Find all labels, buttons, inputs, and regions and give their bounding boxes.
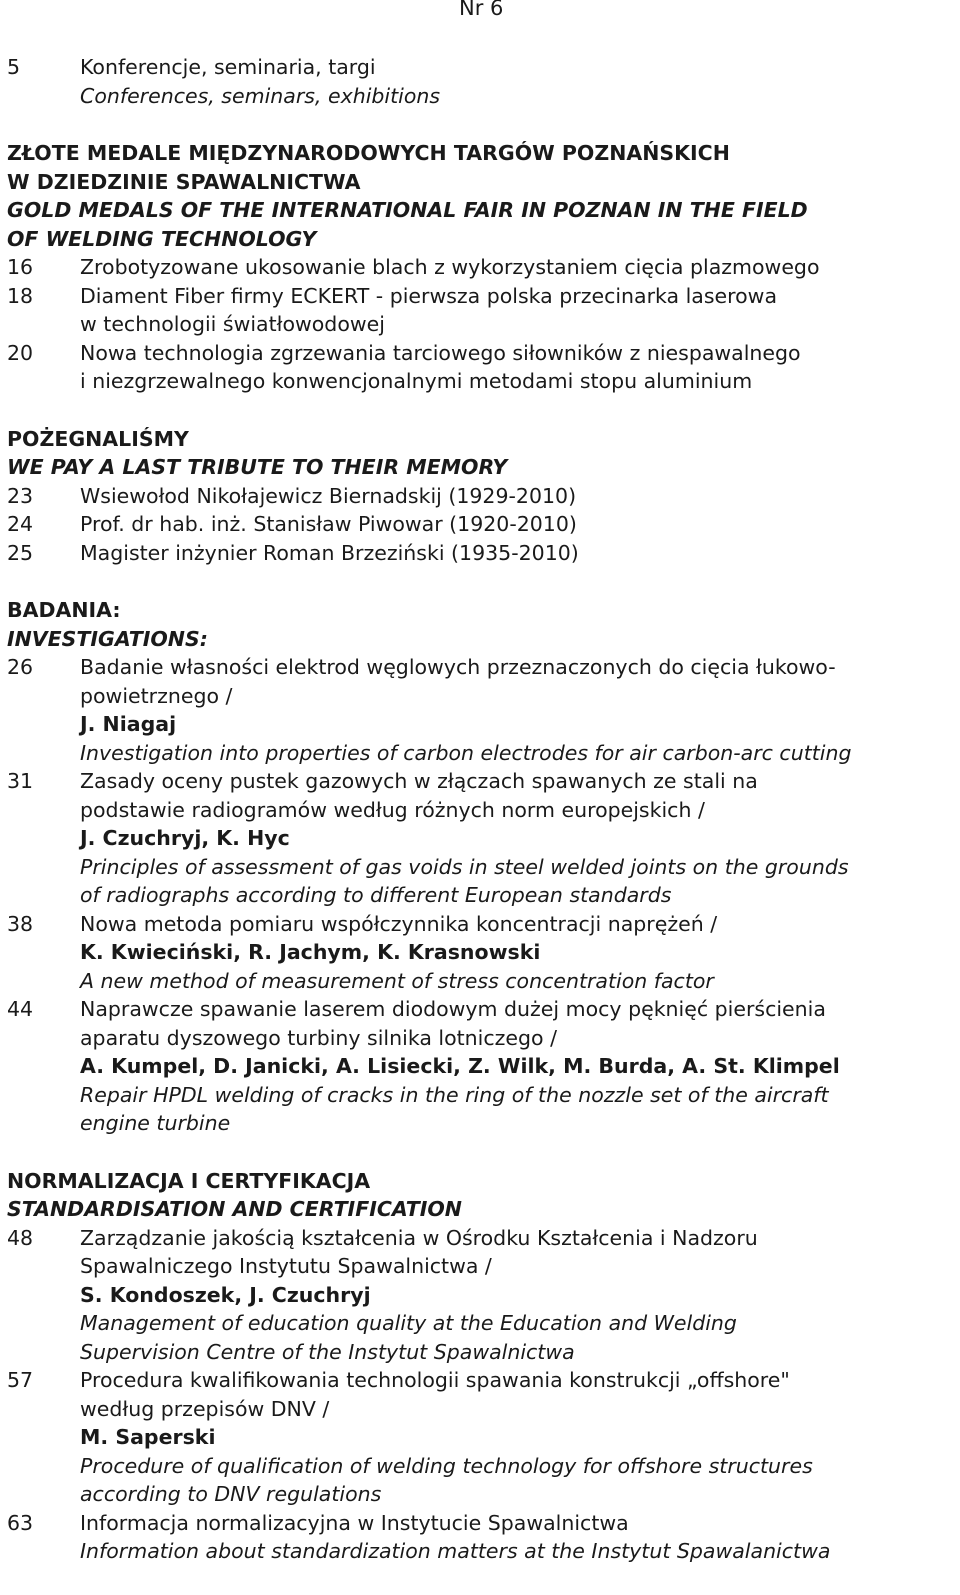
entry-body [80,482,960,511]
title-pl-text: Informacja normalizacyjna w Instytucie Spawalnictwa [80,1510,629,1535]
title-pl-line [80,310,960,339]
page-ref: 16 [7,255,34,279]
entry-body [80,653,960,767]
title-pl-text: w technologii światłowodowej [80,312,385,336]
page-ref: 57 [7,1368,34,1392]
title-en-line: Management of education quality at the Education and Welding [80,1311,737,1335]
section-heading-en: OF WELDING TECHNOLOGY [7,226,317,251]
title-en-line: A new method of measurement of stress concentration factor [80,968,714,993]
toc-entry[interactable] [7,253,960,282]
toc-entry[interactable] [7,995,960,1138]
toc-section [7,53,960,110]
entry-body [80,767,960,910]
title-pl-text: według przepisów DNV / [80,1396,330,1421]
title-pl-line [80,1395,960,1424]
entry-body [80,253,960,282]
title-pl-line [80,653,960,682]
title-pl-line [80,910,960,939]
toc-entry[interactable] [7,482,960,511]
section-heading-en: WE PAY A LAST TRIBUTE TO THEIR MEMORY [7,455,508,479]
toc-entry[interactable] [7,510,960,539]
authors: K. Kwieciński, R. Jachym, K. Krasnowski [80,940,541,964]
section-heading-en: GOLD MEDALS OF THE INTERNATIONAL FAIR IN POZNAN IN THE FIELD [7,198,808,222]
title-pl-text: aparatu dyszowego turbiny silnika lotniczego / [80,1025,557,1050]
page-ref: 5 [7,55,21,79]
page-ref: 63 [7,1510,34,1535]
page-number: Nr 6 [459,0,504,20]
title-pl-line [80,510,960,539]
section-heading-en: INVESTIGATIONS: [7,626,208,651]
entry-body [80,539,960,568]
toc-entry[interactable] [7,1224,960,1367]
toc-entry[interactable] [7,767,960,910]
title-pl-line [80,682,960,711]
toc-entry[interactable] [7,1366,960,1509]
authors: A. Kumpel, D. Janicki, A. Lisiecki, Z. Wilk, M. Burda, A. St. Klimpel [80,1054,840,1078]
title-pl-line [80,539,960,568]
title-pl-text: Naprawcze spawanie laserem diodowym dużej mocy pęknięć pierścienia [80,997,826,1021]
page-ref: 24 [7,512,34,536]
entry-body [80,510,960,539]
entry-body [80,910,960,996]
table-of-contents [7,53,960,1595]
title-pl-text: Zrobotyzowane ukosowanie blach z wykorzystaniem cięcia plazmowego [80,255,820,279]
entry-body [80,1366,960,1509]
authors: M. Saperski [80,1425,216,1449]
toc-entry[interactable] [7,339,960,396]
toc-entry[interactable] [7,653,960,767]
page-ref: 23 [7,483,34,508]
entry-body [80,995,960,1138]
page-ref: 38 [7,911,34,936]
title-pl-text: Magister inżynier Roman Brzeziński (1935-2010) [80,540,579,565]
title-en-line: Investigation into properties of carbon electrodes for air carbon-arc cutting [80,740,852,765]
title-pl-text: Nowa metoda pomiaru współczynnika koncentracji naprężeń / [80,911,718,936]
page-ref: 31 [7,769,34,793]
entry-body [80,282,960,339]
title-pl-line [80,995,960,1024]
page-ref: 25 [7,540,34,565]
title-pl-text: Konferencje, seminaria, targi [80,55,376,79]
title-pl-text: powietrznego / [80,683,233,708]
title-pl-text: Nowa technologia zgrzewania tarciowego siłowników z niespawalnego [80,340,801,365]
section-heading-pl: POŻEGNALIŚMY [7,426,189,451]
title-pl-text: Diament Fiber firmy ECKERT - pierwsza polska przecinarka laserowa [80,283,778,308]
title-en-line: engine turbine [80,1111,231,1135]
page-ref: 44 [7,997,34,1021]
title-pl-text: Prof. dr hab. inż. Stanisław Piwowar (1920-2010) [80,512,577,536]
page-ref: 20 [7,340,34,365]
entry-body [80,1509,960,1566]
title-pl-line [80,796,960,825]
toc-entry[interactable] [7,282,960,339]
page-ref: 48 [7,1225,34,1250]
authors: J. Czuchryj, K. Hyc [80,826,290,850]
toc-entry[interactable] [7,539,960,568]
title-en-line: of radiographs according to different European standards [80,883,672,907]
title-pl-text: Badanie własności elektrod węglowych przeznaczonych do cięcia łukowo- [80,655,836,679]
authors: J. Niagaj [80,712,177,736]
toc-section [7,139,960,396]
page-ref: 26 [7,655,34,679]
toc-entry[interactable] [7,1509,960,1566]
entry-body [80,339,960,396]
title-pl-line [80,282,960,311]
section-heading-en: STANDARDISATION AND CERTIFICATION [7,1197,462,1221]
entry-body [80,1224,960,1367]
title-pl-line [80,1252,960,1281]
title-pl-text: Spawalniczego Instytutu Spawalnictwa / [80,1254,492,1278]
title-en-line: according to DNV regulations [80,1482,382,1506]
title-pl-text: i niezgrzewalnego konwencjonalnymi metodami stopu aluminium [80,369,753,393]
title-pl-line [80,482,960,511]
title-pl-line [80,767,960,796]
title-pl-line [80,253,960,282]
toc-entry[interactable] [7,910,960,996]
title-en-line: Supervision Centre of the Instytut Spawalnictwa [80,1339,575,1364]
title-pl-line [80,1224,960,1253]
section-heading-pl: ZŁOTE MEDALE MIĘDZYNARODOWYCH TARGÓW POZNAŃSKICH [7,141,730,165]
title-pl-text: podstawie radiogramów według różnych norm europejskich / [80,797,705,822]
toc-entry[interactable] [7,53,960,110]
title-en-line: Repair HPDL welding of cracks in the ring of the nozzle set of the aircraft [80,1082,829,1107]
entry-body [80,53,960,110]
section-heading-pl: NORMALIZACJA I CERTYFIKACJA [7,1168,371,1193]
title-pl-line [80,1366,960,1395]
authors: S. Kondoszek, J. Czuchryj [80,1282,371,1307]
toc-section [7,1167,960,1566]
page-ref: 18 [7,283,34,308]
title-pl-line [80,1024,960,1053]
title-pl-text: Zasady oceny pustek gazowych w złączach spawanych ze stali na [80,769,758,793]
toc-section [7,425,960,568]
title-en-line: Information about standardization matters at the Instytut Spawalanictwa [80,1539,831,1563]
section-heading-pl: BADANIA: [7,598,121,622]
title-pl-line [80,1509,960,1538]
section-heading-pl: W DZIEDZINIE SPAWALNICTWA [7,169,361,194]
title-pl-text: Procedura kwalifikowania technologii spawania konstrukcji „offshore" [80,1368,790,1392]
title-pl-line [80,367,960,396]
title-pl-line [80,339,960,368]
title-pl-line [80,53,960,82]
title-en-line: Principles of assessment of gas voids in steel welded joints on the grounds [80,854,849,879]
title-pl-text: Wsiewołod Nikołajewicz Biernadskij (1929-2010) [80,483,577,508]
toc-section [7,596,960,1138]
title-pl-text: Zarządzanie jakością kształcenia w Ośrodku Kształcenia i Nadzoru [80,1225,758,1250]
title-en-line: Procedure of qualification of welding technology for offshore structures [80,1453,813,1478]
title-en-line: Conferences, seminars, exhibitions [80,83,441,108]
